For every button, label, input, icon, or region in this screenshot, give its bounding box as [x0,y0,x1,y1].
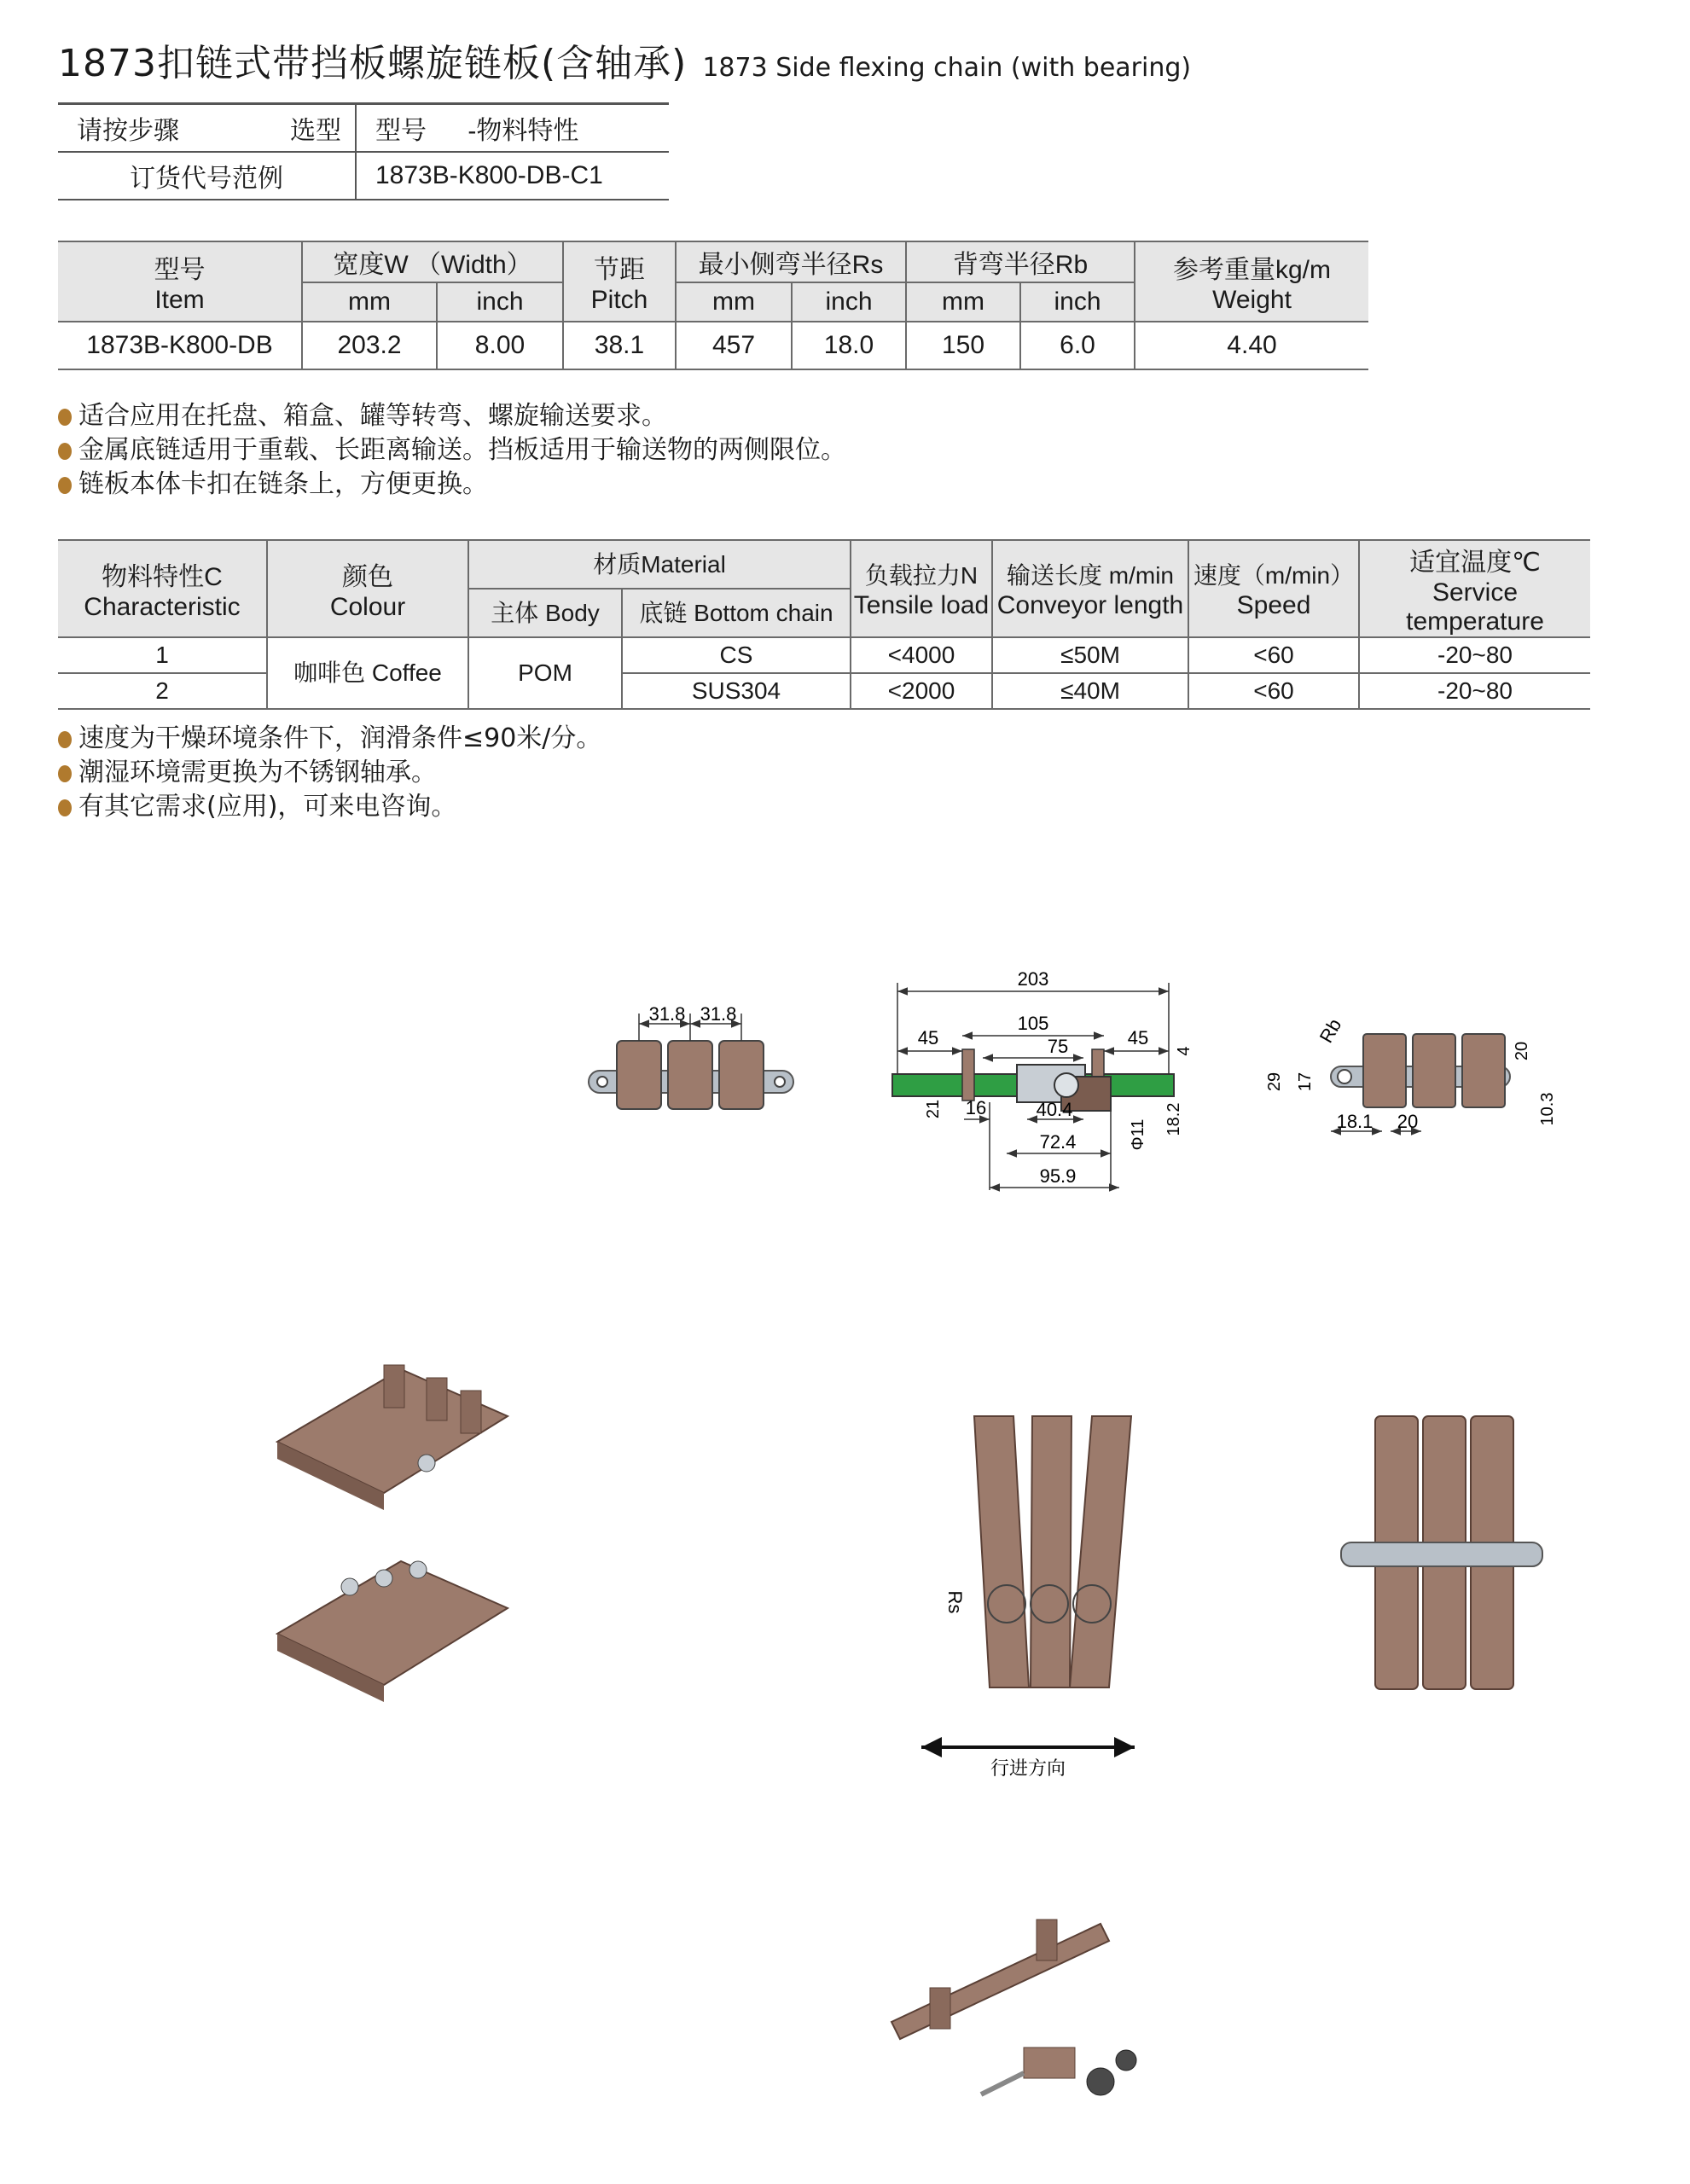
title-cn: 1873扣链式带挡板螺旋链板(含轴承) [58,42,688,85]
dim-4: 4 [1175,1046,1193,1056]
dim-pitch-b: 31.8 [700,1003,737,1025]
hdr-length-cn: 输送长度 m/min [1006,562,1174,589]
cell-body: POM [468,637,622,709]
dim-45-left: 45 [917,1027,939,1048]
dim-29: 29 [1265,1072,1284,1092]
iso-render-top [277,1365,508,1510]
hdr-weight-cn: 参考重量kg/m [1172,256,1331,284]
cell-rs-inch: 18.0 [792,322,906,369]
cell-item: 1873B-K800-DB [58,322,302,369]
hdr-item-en: Item [154,286,205,314]
cell-colour: 咖啡色 Coffee [267,637,468,709]
dim-pitch-a: 31.8 [648,1003,686,1025]
dim-203: 203 [1017,968,1049,990]
model-label: 型号 [375,117,427,145]
note-text: 潮湿环境需更换为不锈钢轴承。 [78,758,437,787]
cell-load: <4000 [851,637,992,673]
hdr-colour-en: Colour [329,593,406,621]
hdr-rs-mm: mm [676,282,792,322]
cell-temp: -20~80 [1359,637,1590,673]
cell-rs-mm: 457 [676,322,792,369]
hdr-width-mm: mm [302,282,437,322]
dim-72-4: 72.4 [1039,1131,1077,1153]
cell-bottom: SUS304 [622,673,851,709]
section-view-drawing [892,968,1193,1190]
hdr-pitch-en: Pitch [590,286,648,314]
dim-21: 21 [924,1099,943,1119]
front-view-drawing [589,1003,793,1109]
dim-16: 16 [965,1097,987,1118]
hdr-bottom: 底链 Bottom chain [622,589,851,637]
direction-arrow-icon [921,1747,1135,1779]
hdr-char-cn: 物料特性C [102,563,223,591]
cell-width-inch: 8.00 [437,322,563,369]
hdr-rs-inch: inch [792,282,906,322]
hdr-rb-mm: mm [906,282,1020,322]
cell-load: <2000 [851,673,992,709]
cell-width-mm: 203.2 [302,322,437,369]
title-en: 1873 Side flexing chain (with bearing) [702,53,1192,83]
note-text: 有其它需求(应用)，可来电咨询。 [78,792,457,822]
hdr-body: 主体 Body [468,589,622,637]
cell-c: 2 [58,673,267,709]
dim-105: 105 [1017,1013,1049,1034]
hdr-length-en: Conveyor length [996,591,1184,619]
dim-18-2: 18.2 [1164,1102,1183,1136]
example-code: 1873B-K800-DB-C1 [356,152,669,200]
cell-length: ≤40M [992,673,1188,709]
bottom-view-drawing [1341,1416,1542,1689]
top-view-drawing [944,1416,1131,1687]
dim-95-9: 95.9 [1039,1165,1077,1187]
hdr-item-cn: 型号 [154,256,206,284]
cell-pitch: 38.1 [563,322,676,369]
hdr-load-en: Tensile load [853,591,990,619]
note-text: 速度为干燥环境条件下，润滑条件≤90米/分。 [78,723,602,753]
cell-speed: <60 [1188,673,1359,709]
hdr-colour-cn: 颜色 [342,563,393,591]
exploded-view-drawing [891,1920,1136,2095]
cell-rb-inch: 6.0 [1020,322,1135,369]
hdr-temp-en: Service temperature [1406,578,1544,636]
dim-18-1: 18.1 [1336,1111,1373,1132]
hdr-material: 材质Material [468,540,851,589]
dim-40-4: 40.4 [1036,1099,1073,1120]
dim-d11: Φ11 [1129,1118,1147,1151]
hdr-rb: 背弯半径Rb [906,241,1135,282]
select-label: 选型 [290,117,341,145]
hdr-char-en: Characteristic [84,593,241,621]
dim-17: 17 [1296,1072,1315,1092]
cell-speed: <60 [1188,637,1359,673]
material-label: -物料特性 [468,117,579,145]
hdr-temp-cn: 适宜温度℃ [1409,549,1541,577]
cell-c: 1 [58,637,267,673]
direction-label: 行进方向 [990,1757,1066,1779]
dim-20-h: 20 [1513,1041,1531,1061]
cell-temp: -20~80 [1359,673,1590,709]
hdr-weight-en: Weight [1212,286,1292,314]
dim-45-right: 45 [1127,1027,1149,1048]
hdr-rs: 最小侧弯半径Rs [676,241,906,282]
note-text: 链板本体卡扣在链条上，方便更换。 [78,469,488,499]
cell-rb-mm: 150 [906,322,1020,369]
cell-bottom: CS [622,637,851,673]
dim-rs: Rs [944,1590,966,1614]
side-view-drawing [1265,1015,1557,1132]
iso-render-bottom [277,1561,508,1702]
hdr-speed-cn: 速度（m/min） [1193,562,1355,589]
cell-weight: 4.40 [1135,322,1368,369]
dim-rb: Rb [1315,1014,1346,1047]
cell-length: ≤50M [992,637,1188,673]
hdr-width: 宽度W （Width） [302,241,563,282]
note-text: 适合应用在托盘、箱盒、罐等转弯、螺旋输送要求。 [78,401,667,431]
hdr-width-inch: inch [437,282,563,322]
step-label: 请按步骤 [77,117,179,145]
dim-10-3: 10.3 [1538,1092,1557,1126]
hdr-rb-inch: inch [1020,282,1135,322]
hdr-pitch-cn: 节距 [594,256,645,284]
example-label: 订货代号范例 [58,152,356,200]
note-text: 金属底链适用于重载、长距离输送。挡板适用于输送物的两侧限位。 [78,435,846,465]
hdr-speed-en: Speed [1236,591,1311,619]
hdr-load-cn: 负载拉力N [864,562,979,589]
dim-20-w: 20 [1397,1111,1419,1132]
dim-75: 75 [1047,1036,1069,1057]
